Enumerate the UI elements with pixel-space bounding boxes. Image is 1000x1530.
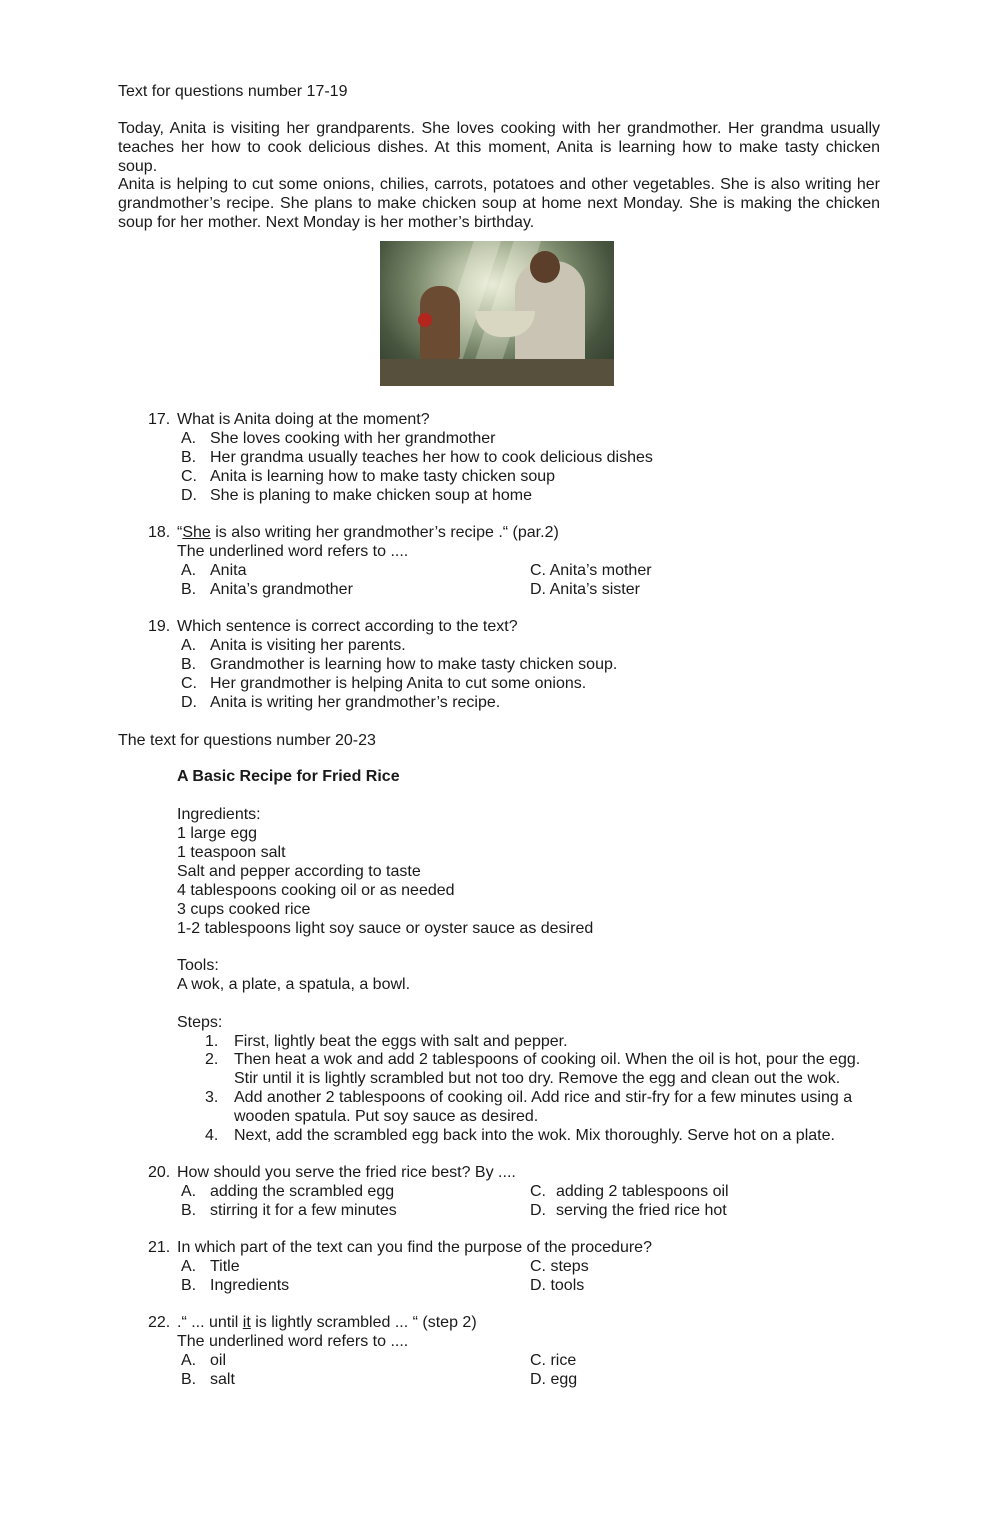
q17-option-a: She loves cooking with her grandmother xyxy=(210,430,496,447)
q18-option-b-letter: B. xyxy=(181,581,197,598)
q18-underlined-word: She xyxy=(182,524,211,541)
step-text: Next, add the scrambled egg back into the wok. Mix thoroughly. Serve hot on a plate. xyxy=(234,1127,835,1144)
ingredient-item: 3 cups cooked rice xyxy=(177,901,311,918)
q22-option-b: salt xyxy=(210,1371,235,1388)
q22-option-b-letter: B. xyxy=(181,1371,197,1388)
section1-paragraph-1: Today, Anita is visiting her grandparents. She loves cooking with her grandmother. Her grandma usually teaches her how to cook delicious dishes. At this moment, Anita is learning how to make tasty chicken soup. xyxy=(118,120,880,175)
q22-text-pre: .“ ... until xyxy=(177,1314,243,1331)
recipe-title: A Basic Recipe for Fried Rice xyxy=(177,768,400,785)
q21-option-d: D. tools xyxy=(530,1277,585,1294)
step-text-continued: wooden spatula. Put soy sauce as desired. xyxy=(234,1108,539,1125)
q19-option-b: Grandmother is learning how to make tasty chicken soup. xyxy=(210,656,618,673)
q22-instruction: The underlined word refers to .... xyxy=(177,1333,409,1350)
q20-option-b: stirring it for a few minutes xyxy=(210,1202,397,1219)
q19-option-b-letter: B. xyxy=(181,656,197,673)
q22-text xyxy=(177,1313,477,1332)
q22-text-rest: is lightly scrambled ... “ (step 2) xyxy=(250,1314,477,1331)
tools-list: A wok, a plate, a spatula, a bowl. xyxy=(177,976,411,993)
q19-option-a: Anita is visiting her parents. xyxy=(210,637,406,654)
section1-heading: Text for questions number 17-19 xyxy=(118,83,348,100)
q21-number: 21. xyxy=(148,1239,171,1256)
q18-option-a-letter: A. xyxy=(181,562,197,579)
ingredient-item: 4 tablespoons cooking oil or as needed xyxy=(177,882,455,899)
q20-option-a: adding the scrambled egg xyxy=(210,1183,395,1200)
step-number: 2. xyxy=(205,1051,219,1068)
section2-heading: The text for questions number 20-23 xyxy=(118,732,376,749)
q19-option-a-letter: A. xyxy=(181,637,197,654)
q22-option-a: oil xyxy=(210,1352,227,1369)
q20-option-d-letter: D. xyxy=(530,1202,546,1219)
step-number: 3. xyxy=(205,1089,219,1106)
q21-option-b-letter: B. xyxy=(181,1277,197,1294)
q19-option-d-letter: D. xyxy=(181,694,197,711)
q17-option-d-letter: D. xyxy=(181,487,197,504)
q22-underlined-word: it xyxy=(242,1314,251,1331)
q17-option-a-letter: A. xyxy=(181,430,197,447)
q18-option-d: D. Anita’s sister xyxy=(530,581,640,598)
q19-option-d: Anita is writing her grandmother’s recipe. xyxy=(210,694,501,711)
q17-option-d: She is planing to make chicken soup at home xyxy=(210,487,532,504)
q17-option-b: Her grandma usually teaches her how to cook delicious dishes xyxy=(210,449,653,466)
q18-text xyxy=(177,523,559,542)
step-text: First, lightly beat the eggs with salt and pepper. xyxy=(234,1033,568,1050)
q22-option-d: D. egg xyxy=(530,1371,578,1388)
q21-text: In which part of the text can you find the purpose of the procedure? xyxy=(177,1239,652,1256)
ingredient-item: Salt and pepper according to taste xyxy=(177,863,421,880)
q20-option-a-letter: A. xyxy=(181,1183,197,1200)
q18-option-a: Anita xyxy=(210,562,247,579)
tools-label: Tools: xyxy=(177,957,219,974)
q20-number: 20. xyxy=(148,1164,171,1181)
q22-option-a-letter: A. xyxy=(181,1352,197,1369)
step-text: Add another 2 tablespoons of cooking oil. Add rice and stir-fry for a few minutes using a xyxy=(234,1089,853,1106)
q18-option-b: Anita’s grandmother xyxy=(210,581,353,598)
step-text-continued: Stir until it is lightly scrambled but not too dry. Remove the egg and clean out the wok. xyxy=(234,1070,841,1087)
q21-option-a: Title xyxy=(210,1258,240,1275)
q17-option-c: Anita is learning how to make tasty chicken soup xyxy=(210,468,556,485)
step-number: 4. xyxy=(205,1127,219,1144)
q21-option-c: C. steps xyxy=(530,1258,589,1275)
q20-option-c: adding 2 tablespoons oil xyxy=(556,1183,729,1200)
q22-number: 22. xyxy=(148,1314,171,1331)
q21-option-a-letter: A. xyxy=(181,1258,197,1275)
ingredient-item: 1 teaspoon salt xyxy=(177,844,286,861)
q19-number: 19. xyxy=(148,618,171,635)
q19-option-c-letter: C. xyxy=(181,675,197,692)
q17-number: 17. xyxy=(148,411,171,428)
q17-option-b-letter: B. xyxy=(181,449,197,466)
q18-number: 18. xyxy=(148,524,171,541)
step-text: Then heat a wok and add 2 tablespoons of cooking oil. When the oil is hot, pour the egg. xyxy=(234,1051,861,1068)
q21-option-b: Ingredients xyxy=(210,1277,290,1294)
q22-option-c: C. rice xyxy=(530,1352,577,1369)
q17-text: What is Anita doing at the moment? xyxy=(177,411,430,428)
ingredient-item: 1 large egg xyxy=(177,825,258,842)
ingredients-label: Ingredients: xyxy=(177,806,261,823)
steps-label: Steps: xyxy=(177,1014,223,1031)
q18-open-quote: “ xyxy=(177,524,183,541)
step-number: 1. xyxy=(205,1033,219,1050)
q18-option-c: C. Anita’s mother xyxy=(530,562,652,579)
q20-option-c-letter: C. xyxy=(530,1183,546,1200)
q17-option-c-letter: C. xyxy=(181,468,197,485)
q18-text-rest: is also writing her grandmother’s recipe .“ (par.2) xyxy=(210,524,559,541)
q19-option-c: Her grandmother is helping Anita to cut some onions. xyxy=(210,675,587,692)
q18-instruction: The underlined word refers to .... xyxy=(177,543,409,560)
q20-option-d: serving the fried rice hot xyxy=(556,1202,727,1219)
q19-text: Which sentence is correct according to the text? xyxy=(177,618,518,635)
ingredient-item: 1-2 tablespoons light soy sauce or oyster sauce as desired xyxy=(177,920,594,937)
cooking-photo xyxy=(380,241,614,386)
q20-text: How should you serve the fried rice best? By .... xyxy=(177,1164,516,1181)
q20-option-b-letter: B. xyxy=(181,1202,197,1219)
section1-paragraph-2: Anita is helping to cut some onions, chilies, carrots, potatoes and other vegetables. She is also writing her grandmother’s recipe. She plans to make chicken soup at home next Monday. She is making the chicken soup for her mother. Next Monday is her mother’s birthday. xyxy=(118,176,880,231)
